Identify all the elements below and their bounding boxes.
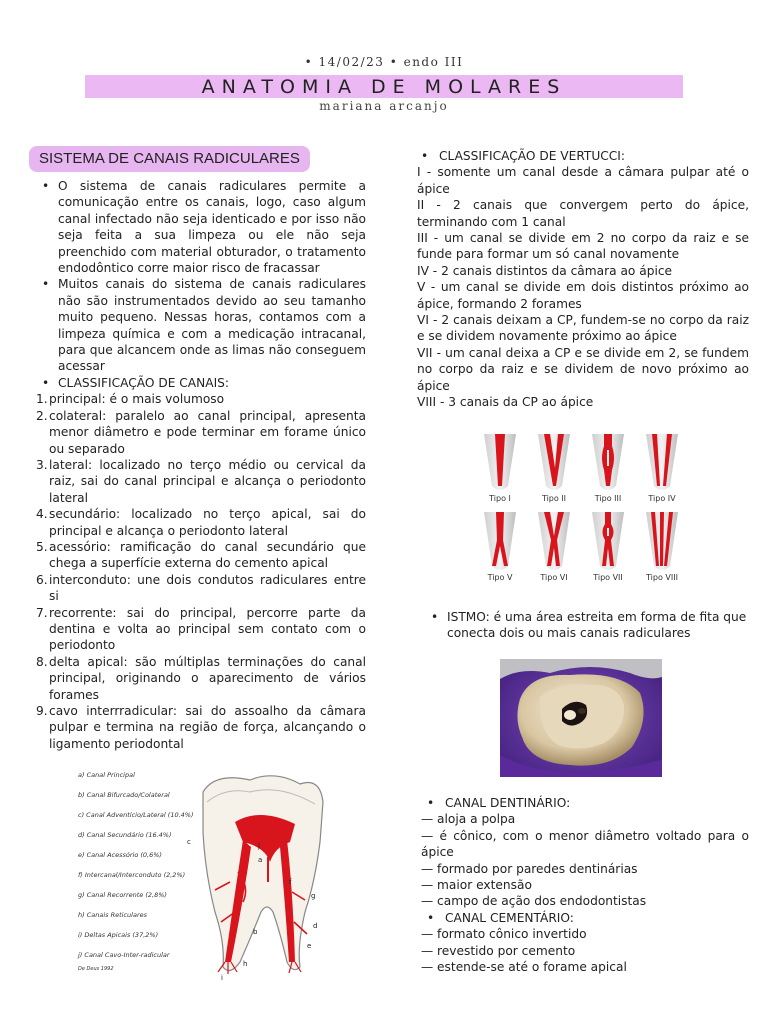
type-label: Tipo IV bbox=[648, 494, 676, 503]
dentinario-item: — campo de ação dos endodontistas bbox=[421, 894, 647, 909]
item-number: 5. bbox=[36, 539, 48, 554]
istmo-bullet bbox=[425, 609, 749, 642]
tooth-canals-figure bbox=[75, 762, 365, 984]
type-label: Tipo VI bbox=[540, 573, 568, 582]
legend-g: g) Canal Recorrente (2,8%) bbox=[78, 891, 167, 899]
vertucci-item: IV - 2 canais distintos da câmara ao ápice bbox=[417, 263, 673, 278]
bullet-item: • ISTMO: é uma área estreita em forma de fita que conecta dois ou mais canais radiculares bbox=[425, 609, 749, 642]
item-text: delta apical: são múltiplas terminações do canal principal, originando o aparecimento de vários forames bbox=[49, 654, 366, 702]
pointer-d: d bbox=[313, 922, 318, 930]
type-label: Tipo VII bbox=[593, 573, 623, 582]
legend-i: i) Deltas Apicais (37,2%) bbox=[78, 931, 159, 939]
type-ii-root bbox=[538, 434, 570, 490]
vertucci-item: III - um canal se divide em 2 no corpo da raiz e se funde para formar um só canal novamente bbox=[417, 231, 749, 262]
legend-j: j) Canal Cavo-Inter-radicular bbox=[78, 951, 170, 959]
vertucci-item: I - somente um canal desde a câmara pulpar até o ápice bbox=[417, 165, 749, 196]
legend-f: f) Intercanal/Interconduto (2,2%) bbox=[78, 871, 186, 879]
legend-d: d) Canal Secundário (16.4%) bbox=[78, 831, 172, 839]
pointer-a: a bbox=[258, 856, 263, 864]
tooth-outline bbox=[203, 776, 323, 971]
bullet-item: • O sistema de canais radiculares permite a comunicação entre os canais, logo, caso algum canal infectado não seja identicado e por isso não seja feita a sua limpeza ou ele não seja preenchido com material obturador, o tratamento endodôntico corre maior risco de fracassar bbox=[36, 178, 366, 276]
list-item bbox=[36, 572, 366, 605]
item-number: 9. bbox=[36, 704, 48, 718]
vertucci-heading: • CLASSIFICAÇÃO DE VERTUCCI: bbox=[421, 149, 625, 163]
pointer-g: g bbox=[311, 892, 316, 900]
item-number: 7. bbox=[36, 605, 48, 620]
vertucci-item: VI - 2 canais deixam a CP, fundem-se no corpo da raiz e se dividem novamente próximo ao ápice bbox=[417, 313, 749, 344]
vertucci-title: CLASSIFICAÇÃO DE VERTUCCI: bbox=[439, 149, 625, 163]
cementario-title: CANAL CEMENTÁRIO: bbox=[445, 910, 574, 925]
author-name: mariana arcanjo bbox=[319, 99, 449, 113]
type-iii-root bbox=[592, 434, 624, 490]
legend-a: a) Canal Principal bbox=[78, 771, 135, 779]
dentinario-title: CANAL DENTINÁRIO: bbox=[445, 796, 571, 810]
date-line: • 14/02/23 • endo III bbox=[304, 55, 464, 69]
clinical-photo bbox=[500, 659, 662, 777]
page-title: ANATOMIA DE MOLARES bbox=[201, 76, 567, 98]
type-label: Tipo V bbox=[487, 573, 513, 582]
type-iv-root bbox=[646, 434, 678, 490]
legend-c: c) Canal Adventício/Lateral (10.4%) bbox=[78, 811, 194, 819]
list-item bbox=[36, 457, 366, 506]
legend-h: h) Canais Reticulares bbox=[78, 911, 148, 919]
type-v-root bbox=[484, 512, 516, 570]
left-column bbox=[36, 178, 366, 752]
type-label: Tipo I bbox=[489, 494, 511, 503]
item-text: interconduto: une dois condutos radiculares entre si bbox=[49, 572, 366, 604]
list-item bbox=[36, 605, 366, 654]
pointer-b: b bbox=[253, 928, 258, 936]
item-number: 8. bbox=[36, 654, 48, 669]
vertucci-diagram bbox=[478, 428, 690, 586]
dentinario-item: — é cônico, com o menor diâmetro voltado para o ápice bbox=[421, 828, 749, 860]
item-text: principal: é o mais volumoso bbox=[49, 392, 225, 407]
type-i-root bbox=[484, 434, 516, 490]
list-item bbox=[36, 391, 366, 407]
cementario-item: — estende-se até o forame apical bbox=[421, 960, 627, 975]
type-label: Tipo III bbox=[594, 494, 622, 503]
cementario-item: — revestido por cemento bbox=[421, 943, 576, 958]
vertucci-item: V - um canal se divide em dois distintos próximo ao ápice, formando 2 forames bbox=[417, 280, 749, 311]
right-column bbox=[417, 148, 749, 411]
tooth-diagram bbox=[75, 762, 365, 984]
list-item bbox=[36, 654, 366, 703]
pointer-c: c bbox=[187, 838, 191, 846]
figure-credit: De Deus 1992 bbox=[78, 966, 114, 972]
type-vii-root bbox=[592, 512, 624, 570]
type-label: Tipo VIII bbox=[646, 573, 678, 582]
vertucci-item: VII - um canal deixa a CP e se divide em 2, se fundem no corpo da raiz e se dividem de novo próximo ao ápice bbox=[417, 345, 749, 393]
item-text: acessório: ramificação do canal secundário que chega a superfície externa do cemento apical bbox=[49, 539, 366, 571]
list-item bbox=[36, 703, 366, 752]
canal-classification-list bbox=[36, 391, 366, 752]
type-label: Tipo II bbox=[541, 494, 567, 503]
type-viii-root bbox=[646, 512, 678, 570]
item-number: 4. bbox=[36, 507, 48, 522]
bullet-item: • CLASSIFICAÇÃO DE CANAIS: bbox=[36, 375, 366, 391]
list-item bbox=[36, 408, 366, 457]
cementario-heading: • CANAL CEMENTÁRIO: bbox=[427, 910, 574, 925]
dentinario-item: — aloja a polpa bbox=[421, 812, 516, 827]
dentinario-item: — formado por paredes dentinárias bbox=[421, 861, 638, 876]
canal-types-section bbox=[421, 795, 749, 975]
item-text: lateral: localizado no terço médio ou cervical da raiz, sai do canal principal e alcança o periodonto lateral bbox=[49, 457, 366, 505]
pointer-j: j bbox=[258, 842, 260, 850]
item-number: 6. bbox=[36, 572, 48, 587]
list-item bbox=[36, 539, 366, 572]
pointer-e: e bbox=[307, 942, 312, 950]
item-number: 3. bbox=[36, 457, 48, 472]
section-title: SISTEMA DE CANAIS RADICULARES bbox=[29, 146, 310, 172]
dentinario-heading: • CANAL DENTINÁRIO: bbox=[427, 796, 571, 810]
dentinario-item: — maior extensão bbox=[421, 878, 532, 893]
legend-e: e) Canal Acessório (0,6%) bbox=[78, 851, 162, 859]
item-text: recorrente: sai do principal, percorre parte da dentina e volta ao principal sem contato com o periodonto bbox=[49, 605, 366, 653]
item-number: 2. bbox=[36, 408, 48, 423]
pointer-h: h bbox=[243, 960, 248, 968]
istmo-photo bbox=[500, 659, 662, 777]
type-vi-root bbox=[538, 512, 570, 570]
item-text: secundário: localizado no terço apical, sai do principal e alcança o periodonto lateral bbox=[49, 507, 366, 538]
cementario-item: — formato cônico invertido bbox=[421, 927, 587, 942]
item-number: 1. bbox=[36, 392, 48, 407]
vertucci-item: II - 2 canais que convergem perto do ápice, terminando com 1 canal bbox=[417, 198, 749, 229]
pointer-f: f bbox=[289, 878, 292, 886]
vertucci-types-figure bbox=[478, 428, 690, 586]
intro-bullets bbox=[36, 178, 366, 391]
bullet-item: • Muitos canais do sistema de canais radiculares não são instrumentados devido ao seu tamanho muito pequeno. Nessas horas, contamos com a limpeza química e com a medicação intracanal, para que alcancem onde as limas não conseguem acessar bbox=[36, 276, 366, 374]
item-text: cavo interrradicular: sai do assoalho da câmara pulpar e termina na região de força, alcançando o ligamento periodontal bbox=[49, 704, 366, 751]
pointer-i: i bbox=[221, 974, 223, 982]
list-item bbox=[36, 506, 366, 539]
item-text: colateral: paralelo ao canal principal, apresenta menor diâmetro e pode terminar em forame único ou separado bbox=[49, 408, 366, 456]
vertucci-item: VIII - 3 canais da CP ao ápice bbox=[417, 395, 594, 410]
legend-b: b) Canal Bifurcado/Colateral bbox=[78, 791, 170, 799]
